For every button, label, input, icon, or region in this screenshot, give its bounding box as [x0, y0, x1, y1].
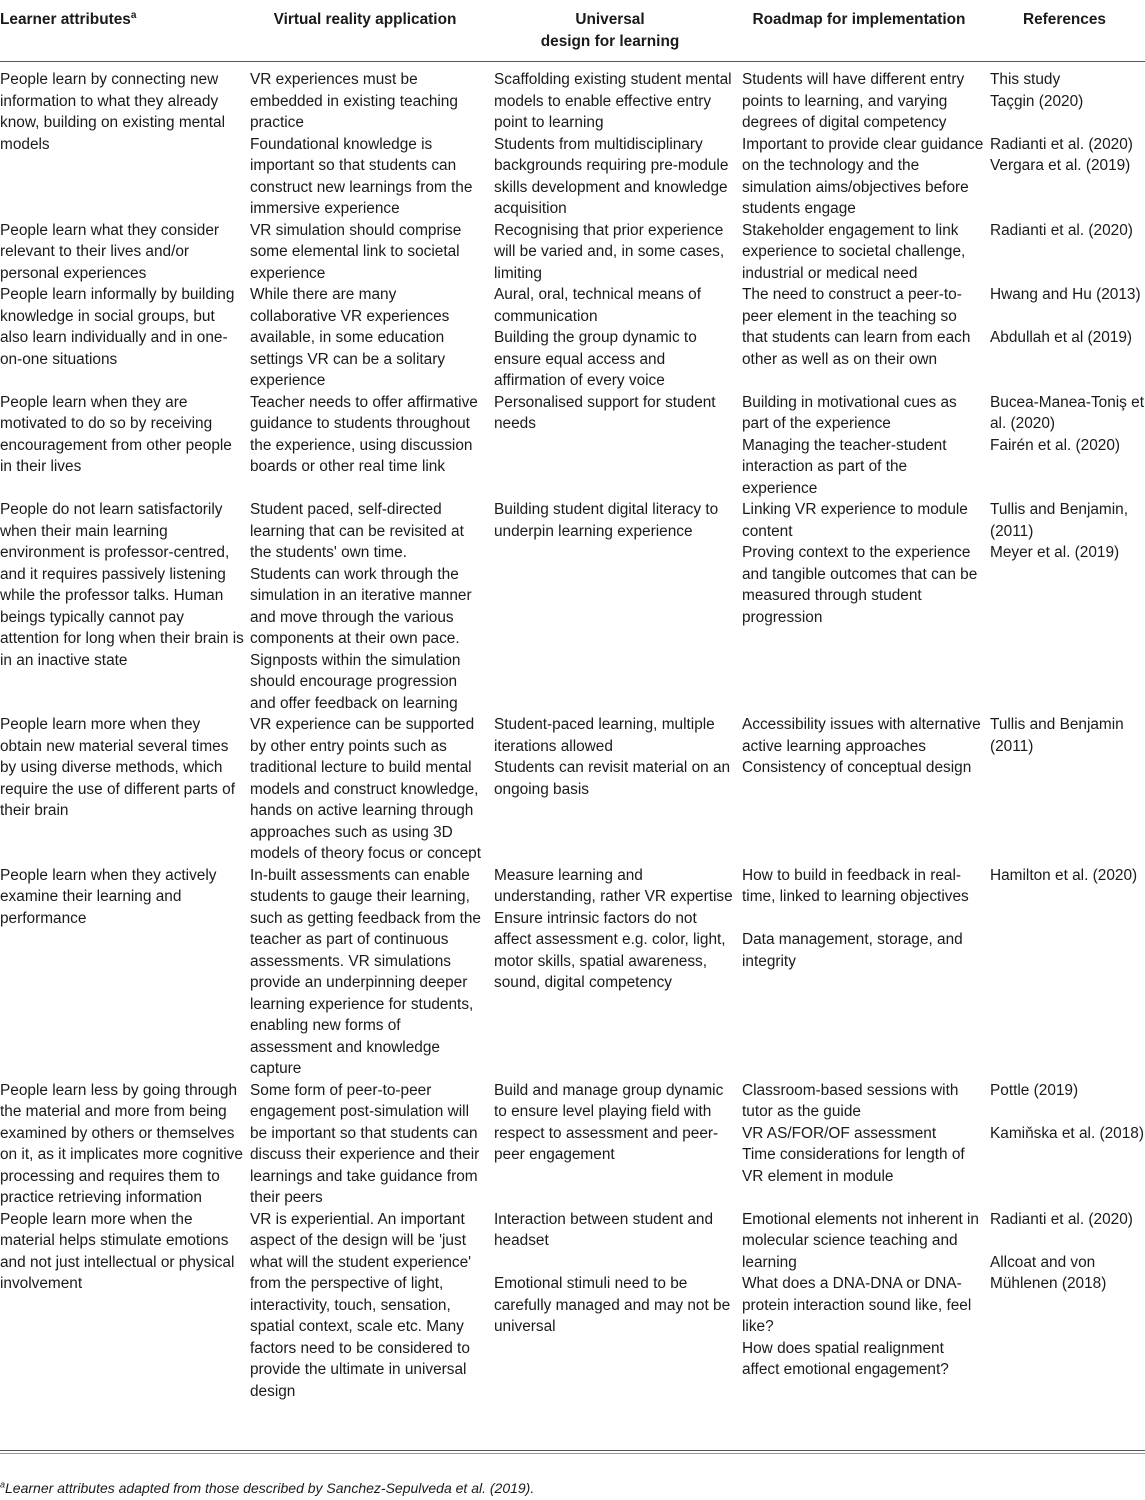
- cell-paragraph: Student-paced learning, multiple iterations allowed: [494, 716, 715, 755]
- cell-paragraph: Ensure intrinsic factors do not affect assessment e.g. color, light, motor skills, spatial awareness, sound, digital competency: [494, 909, 726, 991]
- cell-paragraph: VR simulation should comprise some elemental link to societal experience: [250, 221, 462, 282]
- learner-attribute-cell: [0, 69, 244, 220]
- roadmap-cell: [734, 69, 984, 220]
- cell-paragraph: Aural, oral, technical means of communication: [494, 286, 702, 325]
- cell-paragraph: Vergara et al. (2019): [990, 157, 1131, 174]
- vr-application-cell: [244, 1209, 486, 1403]
- table-row: [0, 1209, 1145, 1403]
- vr-application-cell: [244, 714, 486, 865]
- header-learner-attributes: Learner attributes$^a$: [0, 9, 137, 28]
- cell-paragraph: Students can work through the simulation in an iterative manner and move through the various components at their own pace.: [250, 565, 472, 647]
- learner-attribute-cell: [0, 1080, 244, 1209]
- table-row: [0, 69, 1145, 220]
- cell-paragraph: Radianti et al. (2020): [990, 221, 1133, 239]
- cell-paragraph: Pottle (2019): [990, 1081, 1079, 1099]
- cell-paragraph: Taçgin (2020): [990, 92, 1084, 110]
- cell-paragraph: Student paced, self-directed learning that can be revisited at the students' own time.: [250, 501, 464, 561]
- learner-attribute-cell: [0, 714, 244, 865]
- cell-paragraph: Measure learning and understanding, rather VR expertise: [494, 866, 733, 905]
- references-cell: [984, 69, 1145, 220]
- table-header: [0, 0, 1145, 62]
- cell-paragraph: People learn when they are motivated to do so by receiving encouragement from other people in their lives: [0, 393, 232, 475]
- cell-paragraph: Managing the teacher-student interaction as part of the experience: [742, 436, 947, 497]
- references-cell: [984, 499, 1145, 714]
- cell-paragraph: Classroom-based sessions with tutor as the guide: [742, 1081, 959, 1120]
- references-cell: [984, 284, 1145, 392]
- header-universal-design: Universal design for learning: [540, 11, 680, 50]
- cell-paragraph: Build and manage group dynamic to ensure level playing field with respect to assessment and peer-peer engagement: [494, 1081, 724, 1163]
- cell-paragraph: Tullis and Benjamin, (2011): [990, 501, 1129, 540]
- vr-application-cell: [244, 499, 486, 714]
- cell-paragraph: Scaffolding existing student mental models to enable effective entry point to learning: [494, 71, 732, 131]
- roadmap-cell: [734, 714, 984, 865]
- udl-cell: [486, 1209, 734, 1403]
- cell-paragraph: [990, 306, 1145, 328]
- cell-paragraph: The need to construct a peer-to-peer element in the teaching so that students can learn from each other as well as on their own: [742, 286, 971, 368]
- footnote: $^a$Learner attributes adapted from those described by Sanchez-Sepulveda et al. (2019).: [0, 1479, 535, 1496]
- learner-attribute-cell: [0, 499, 244, 714]
- cell-paragraph: Bucea-Manea-Toniş et al. (2020): [990, 393, 1144, 432]
- cell-paragraph: How does spatial realignment affect emotional engagement?: [742, 1339, 949, 1378]
- learner-attribute-cell: [0, 284, 244, 392]
- references-cell: [984, 865, 1145, 1080]
- cell-paragraph: Building the group dynamic to ensure equal access and affirmation of every voice: [494, 329, 697, 389]
- cell-paragraph: Students from multidisciplinary backgrounds requiring pre-module skills development and knowledge acquisition: [494, 135, 729, 217]
- cell-paragraph: Meyer et al. (2019): [990, 544, 1120, 561]
- cell-paragraph: Some form of peer-to-peer engagement post-simulation will be important so that students can discuss their experience and their learnings and take guidance from their peers: [250, 1081, 480, 1206]
- learner-attribute-cell: [0, 865, 244, 1080]
- udl-cell: [486, 69, 734, 220]
- references-cell: [984, 1080, 1145, 1209]
- cell-paragraph: People learn informally by building knowledge in social groups, but also learn individually and in one-on-one situations: [0, 286, 235, 368]
- cell-paragraph: Students can revisit material on an ongoing basis: [494, 759, 731, 798]
- cell-paragraph: Abdullah et al (2019): [990, 329, 1133, 346]
- cell-paragraph: People learn more when the material helps stimulate emotions and not just intellectual or physical involvement: [0, 1210, 235, 1292]
- table-row: [0, 1080, 1145, 1209]
- cell-paragraph: Radianti et al. (2020): [990, 1210, 1133, 1228]
- cell-paragraph: This study: [990, 71, 1061, 88]
- cell-paragraph: VR is experiential. An important aspect of the design will be 'just what will the student experience' from the perspective of light, interactivity, touch, sensation, spatial context, scale etc. Many factors need to be considered to provide the ultimate in universal design: [250, 1210, 472, 1400]
- cell-paragraph: People learn when they actively examine their learning and performance: [0, 866, 217, 927]
- cell-paragraph: Personalised support for student needs: [494, 393, 716, 432]
- vr-application-cell: [244, 865, 486, 1080]
- cell-paragraph: Fairén et al. (2020): [990, 436, 1121, 454]
- roadmap-cell: [734, 220, 984, 285]
- header-vr-application: Virtual reality application: [273, 11, 457, 28]
- udl-cell: [486, 284, 734, 392]
- roadmap-cell: [734, 865, 984, 1080]
- cell-paragraph: Recognising that prior experience will be varied and, in some cases, limiting: [494, 221, 725, 282]
- cell-paragraph: Hwang and Hu (2013): [990, 286, 1141, 303]
- references-cell: [984, 1209, 1145, 1403]
- cell-paragraph: Time considerations for length of VR element in module: [742, 1146, 965, 1185]
- vr-application-cell: [244, 220, 486, 285]
- cell-paragraph: Building in motivational cues as part of the experience: [742, 393, 957, 432]
- cell-paragraph: Emotional elements not inherent in molecular science teaching and learning: [742, 1210, 979, 1271]
- cell-paragraph: People learn less by going through the material and more from being examined by others or themselves on it, as it implicates more cognitive processing and requires them to practice retrieving information: [0, 1081, 243, 1206]
- cell-paragraph: Kamiňska et al. (2018): [990, 1124, 1144, 1142]
- learner-attribute-cell: [0, 220, 244, 285]
- cell-paragraph: Consistency of conceptual design: [742, 759, 972, 776]
- cell-paragraph: Important to provide clear guidance on the technology and the simulation aims/objectives before students engage: [742, 135, 984, 217]
- cell-paragraph: Students will have different entry points to learning, and varying degrees of digital competency: [742, 71, 965, 131]
- cell-paragraph: Data management, storage, and integrity: [742, 931, 963, 970]
- cell-paragraph: People learn by connecting new information to what they already know, building on existing mental models: [0, 71, 226, 153]
- cell-paragraph: How to build in feedback in real-time, linked to learning objectives: [742, 866, 969, 905]
- cell-paragraph: People learn more when they obtain new material several times by using diverse methods, which require the use of different parts of their brain: [0, 716, 235, 819]
- cell-paragraph: Tullis and Benjamin (2011): [990, 716, 1124, 755]
- cell-paragraph: Signposts within the simulation should encourage progression and offer feedback on learning: [250, 651, 461, 712]
- roadmap-cell: [734, 1209, 984, 1403]
- udl-cell: [486, 865, 734, 1080]
- cell-paragraph: Foundational knowledge is important so that students can construct new learnings from the immersive experience: [250, 135, 473, 217]
- cell-paragraph: Interaction between student and headset: [494, 1210, 714, 1249]
- cell-paragraph: [742, 908, 984, 930]
- cell-paragraph: Radianti et al. (2020): [990, 135, 1133, 153]
- cell-paragraph: Teacher needs to offer affirmative guidance to students throughout the experience, using discussion boards or other real time link: [250, 393, 478, 475]
- table-row: [0, 499, 1145, 714]
- cell-paragraph: [990, 112, 1145, 134]
- cell-paragraph: VR experience can be supported by other entry points such as traditional lecture to build mental models and construct knowledge, hands on active learning through approaches such as using 3D models of theory focus or concept: [250, 716, 481, 862]
- table-row: [0, 284, 1145, 392]
- cell-paragraph: [494, 1252, 734, 1274]
- table-row: [0, 392, 1145, 500]
- cell-paragraph: Allcoat and von Mühlenen (2018): [990, 1253, 1107, 1292]
- roadmap-cell: [734, 392, 984, 500]
- header-references: References: [1023, 11, 1106, 28]
- cell-paragraph: [990, 1230, 1145, 1252]
- roadmap-cell: [734, 499, 984, 714]
- vr-application-cell: [244, 1080, 486, 1209]
- cell-paragraph: Proving context to the experience and tangible outcomes that can be measured through student progression: [742, 544, 978, 626]
- cell-paragraph: While there are many collaborative VR experiences available, in some education settings VR can be a solitary experience: [250, 286, 450, 389]
- table-bottom-rule: [0, 1450, 1145, 1454]
- vr-application-cell: [244, 392, 486, 500]
- vr-application-cell: [244, 69, 486, 220]
- cell-paragraph: Linking VR experience to module content: [742, 501, 968, 540]
- roadmap-cell: [734, 1080, 984, 1209]
- header-roadmap: Roadmap for implementation: [752, 11, 966, 28]
- udl-cell: [486, 220, 734, 285]
- cell-paragraph: [990, 1101, 1145, 1123]
- table-row: [0, 865, 1145, 1080]
- learner-attribute-cell: [0, 1209, 244, 1403]
- udl-cell: [486, 499, 734, 714]
- table-row: [0, 220, 1145, 285]
- references-cell: [984, 392, 1145, 500]
- cell-paragraph: In-built assessments can enable students to gauge their learning, such as getting feedback from the teacher as part of continuous assessments. VR simulations provide an underpinning deeper learning experience for students, enabling new forms of assessment and knowledge capture: [250, 866, 481, 1077]
- learner-attribute-cell: [0, 392, 244, 500]
- cell-paragraph: VR experiences must be embedded in existing teaching practice: [250, 71, 458, 131]
- cell-paragraph: Emotional stimuli need to be carefully managed and may not be universal: [494, 1275, 731, 1335]
- roadmap-cell: [734, 284, 984, 392]
- references-cell: [984, 714, 1145, 865]
- references-cell: [984, 220, 1145, 285]
- vr-application-cell: [244, 284, 486, 392]
- cell-paragraph: People do not learn satisfactorily when their main learning environment is professor-centred, and it requires passively listening while the professor talks. Human beings typically cannot pay attention for long when their brain is in an inactive state: [0, 501, 244, 669]
- cell-paragraph: VR AS/FOR/OF assessment: [742, 1124, 937, 1142]
- udl-cell: [486, 714, 734, 865]
- udl-cell: [486, 392, 734, 500]
- table-body: [0, 69, 1145, 1402]
- cell-paragraph: Hamilton et al. (2020): [990, 866, 1138, 884]
- cell-paragraph: What does a DNA-DNA or DNA-protein interaction sound like, feel like?: [742, 1275, 972, 1335]
- cell-paragraph: Accessibility issues with alternative active learning approaches: [742, 716, 981, 755]
- table-row: [0, 714, 1145, 865]
- cell-paragraph: Building student digital literacy to underpin learning experience: [494, 501, 719, 540]
- cell-paragraph: People learn what they consider relevant to their lives and/or personal experiences: [0, 221, 220, 282]
- cell-paragraph: Stakeholder engagement to link experience to societal challenge, industrial or medical need: [742, 221, 966, 282]
- udl-cell: [486, 1080, 734, 1209]
